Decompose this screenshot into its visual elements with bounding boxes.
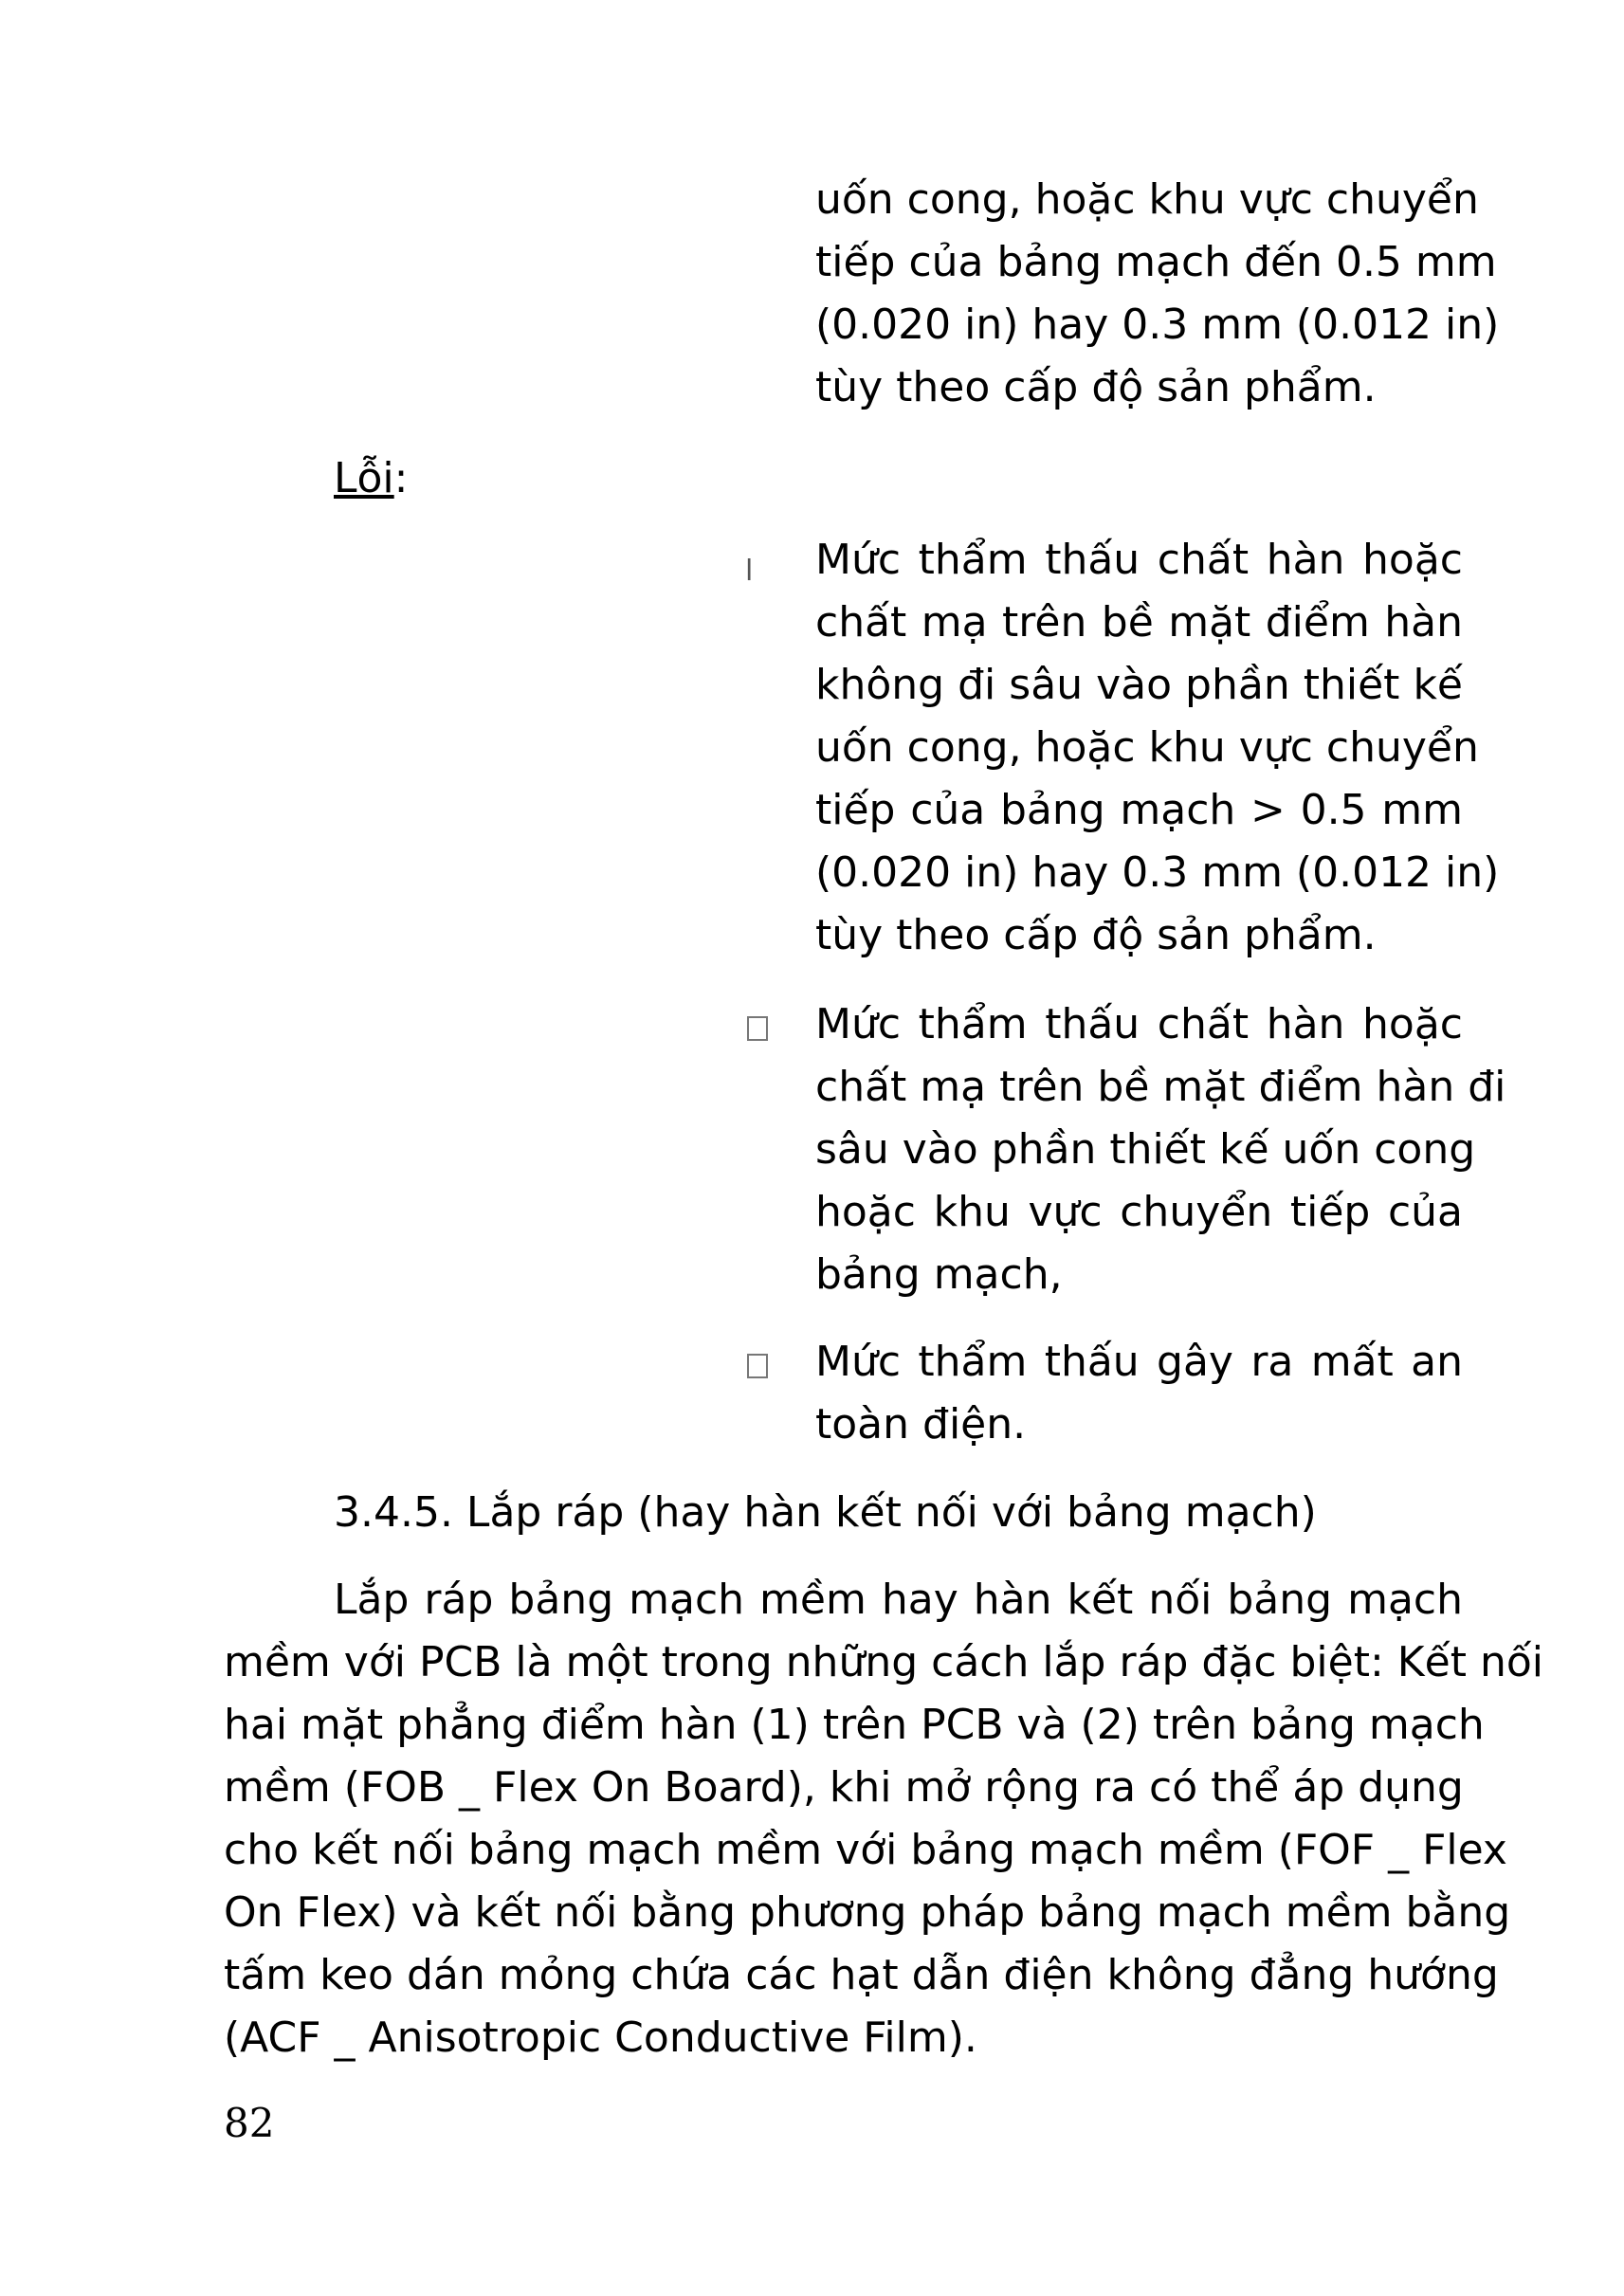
text-line: tấm keo dán mỏng chứa các hạt dẫn điện không đẳng hướng [224,1951,1499,1999]
text-line: tùy theo cấp độ sản phẩm. [815,911,1377,959]
defect-heading-text: Lỗi [334,454,394,502]
text-line: không đi sâu vào phần thiết kế [815,661,1463,709]
page-number: 82 [224,2100,275,2146]
text-line: chất mạ trên bề mặt điểm hàn đi [815,1063,1506,1111]
text-line: tiếp của bảng mạch đến 0.5 mm [815,238,1497,286]
text-line: hai mặt phẳng điểm hàn (1) trên PCB và (2) trên bảng mạch [224,1701,1485,1749]
text-line: tiếp của bảng mạch > 0.5 mm [815,786,1463,834]
text-line: uốn cong, hoặc khu vực chuyển [815,175,1479,224]
body-paragraph [224,1569,1543,2069]
text-line: tùy theo cấp độ sản phẩm. [815,363,1377,411]
section-heading: 3.4.5. Lắp ráp (hay hàn kết nối với bảng mạch) [334,1488,1317,1537]
text-line: (ACF _ Anisotropic Conductive Film). [224,2014,977,2062]
text-line: mềm với PCB là một trong những cách lắp ráp đặc biệt: Kết nối [224,1638,1543,1686]
text-line: hoặc khu vực chuyển tiếp của [815,1188,1463,1236]
text-line: chất mạ trên bề mặt điểm hàn [815,598,1463,647]
text-line: Lắp ráp bảng mạch mềm hay hàn kết nối bảng mạch [334,1576,1463,1624]
bullet-marker: l [745,555,754,588]
text-line: Mức thẩm thấu chất hàn hoặc [815,536,1463,584]
text-line: uốn cong, hoặc khu vực chuyển [815,723,1479,772]
text-line: sâu vào phần thiết kế uốn cong [815,1125,1476,1174]
bullet-item-1 [815,529,1500,967]
text-line: On Flex) và kết nối bằng phương pháp bảng mạch mềm bằng [224,1888,1511,1937]
text-line: cho kết nối bảng mạch mềm với bảng mạch mềm (FOF _ Flex [224,1826,1507,1874]
text-line: toàn điện. [815,1400,1027,1449]
text-line: bảng mạch, [815,1250,1063,1299]
checkbox-square-icon [747,1016,768,1041]
defect-heading-colon: : [393,454,409,502]
bullet-item-2 [815,993,1506,1306]
checkbox-square-icon [747,1354,768,1378]
text-line: (0.020 in) hay 0.3 mm (0.012 in) [815,848,1500,897]
defect-heading [334,447,409,510]
bullet-item-3 [815,1331,1463,1456]
continuation-text-block [815,169,1500,419]
text-line: mềm (FOB _ Flex On Board), khi mở rộng ra có thể áp dụng [224,1763,1464,1812]
text-line: Mức thẩm thấu gây ra mất an [815,1338,1463,1386]
text-line: Mức thẩm thấu chất hàn hoặc [815,1000,1463,1048]
text-line: (0.020 in) hay 0.3 mm (0.012 in) [815,301,1500,349]
